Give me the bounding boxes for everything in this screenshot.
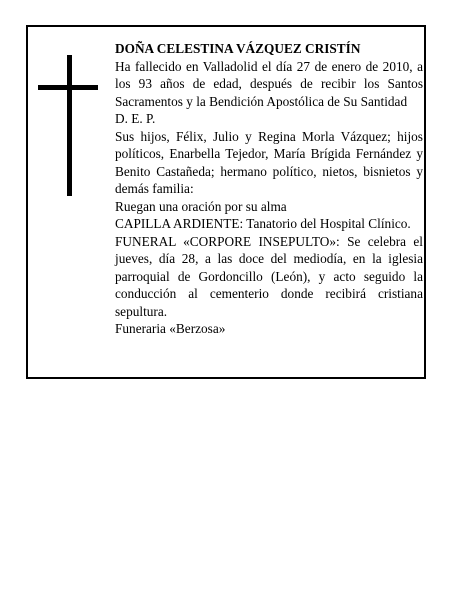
chapel-info: CAPILLA ARDIENTE: Tanatorio del Hospital Clínico.	[115, 216, 411, 231]
prayer-request: Ruegan una oración por su alma	[115, 198, 287, 214]
obituary-notice	[26, 25, 426, 379]
funeral-info: FUNERAL «CORPORE INSEPULTO»: Se celebra el jueves, día 28, a las doce del mediodía, en la iglesia parroquial de Gordoncillo (León), y acto seguido la conducción al cementerio donde recibirá cristiana sepultura.	[115, 233, 423, 319]
family-list: Sus hijos, Félix, Julio y Regina Morla Vázquez; hijos políticos, Enarbella Tejedor, María Brígida Fernández y Benito Castañeda; hermano político, nietos, bisnietos y demás familia:	[115, 128, 423, 196]
cross-vertical-bar	[67, 55, 72, 196]
deceased-name: DOÑA CELESTINA VÁZQUEZ CRISTÍN	[115, 41, 361, 56]
death-info: Ha fallecido en Valladolid el día 27 de enero de 2010, a los 93 años de edad, después de recibir los Santos Sacramentos y la Bendición Apostólica de Su Santidad	[115, 58, 423, 109]
dep-abbreviation: D. E. P.	[115, 111, 156, 126]
obituary-text	[115, 40, 423, 338]
cross-horizontal-bar	[38, 85, 98, 90]
funeral-home: Funeraria «Berzosa»	[115, 321, 226, 336]
